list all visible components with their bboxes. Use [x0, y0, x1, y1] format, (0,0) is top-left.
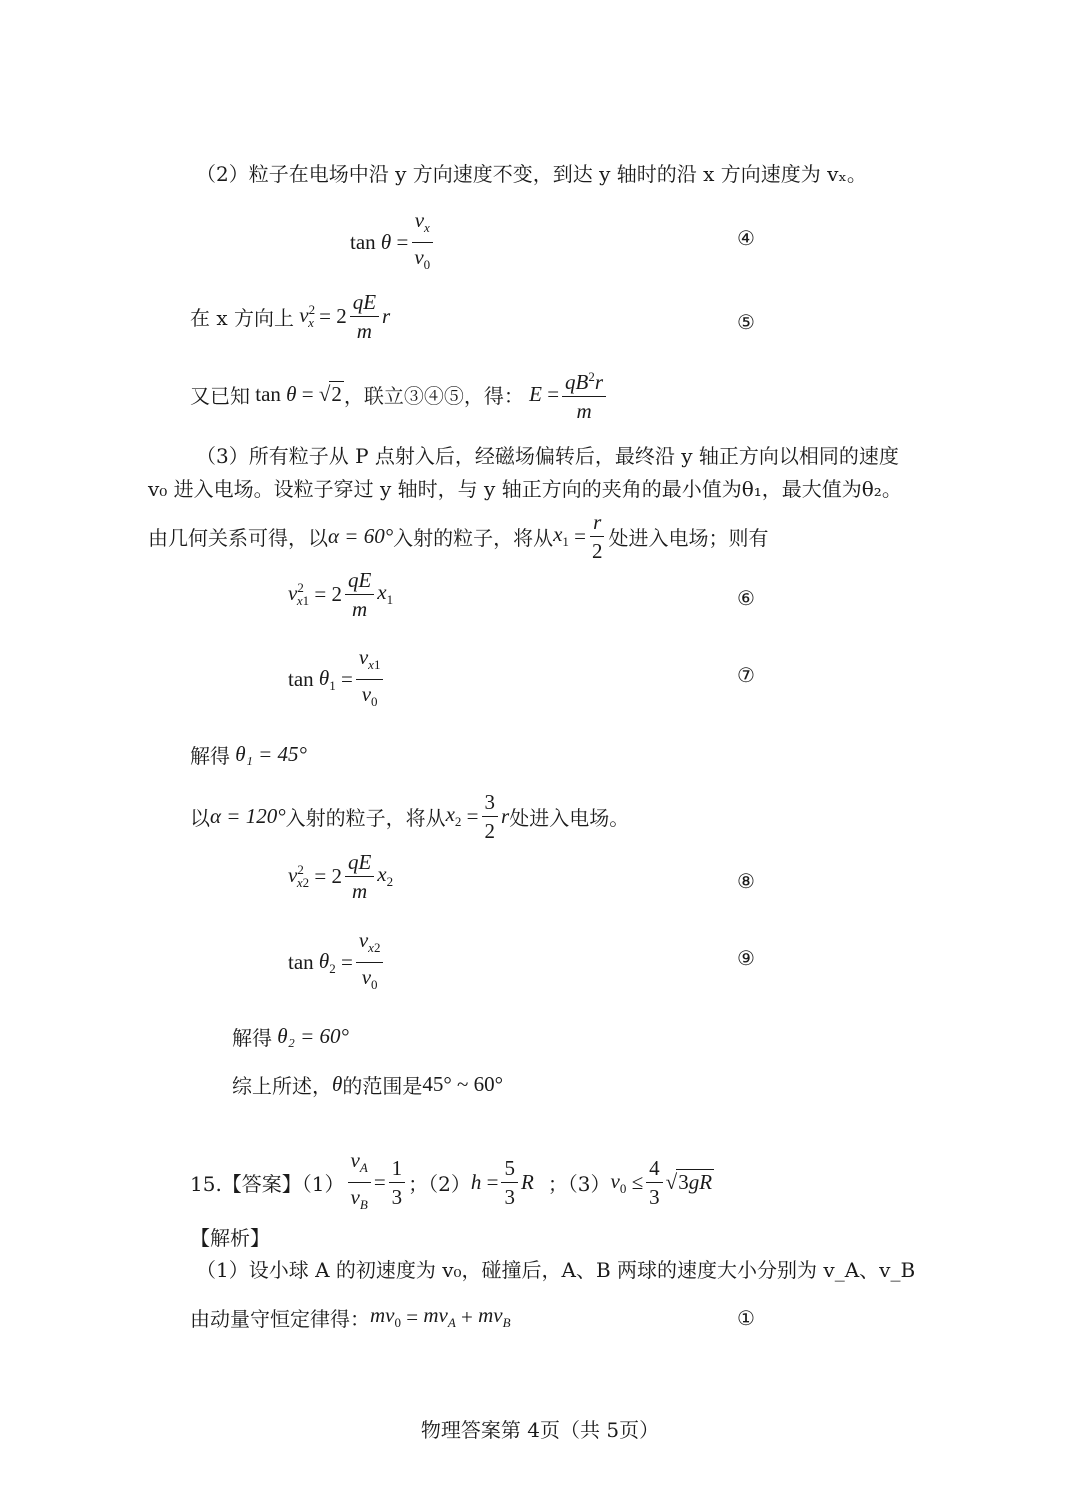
equation-4: tan θ = $\frac{v_x}{v_0}$	[350, 208, 436, 277]
marker-4: ④	[737, 226, 755, 250]
solve-theta1: 解得 θ₁ = 45°	[190, 742, 307, 768]
page-footer: 物理答案第 4页（共 5页）	[420, 1418, 660, 1442]
part3-line2: v₀ 进入电场。设粒子穿过 y 轴时，与 y 轴正方向的夹角的最小值为θ₁，最大值为θ₂。	[148, 477, 902, 501]
part3-line1: （3）所有粒子从 P 点射入后，经磁场偏转后，最终沿 y 轴正方向以相同的速度	[196, 444, 899, 468]
marker-5: ⑤	[737, 310, 755, 334]
equation-5: 在 x 方向上 $v^2_x$ = 2 $\frac{qE}{m}$ r	[190, 290, 391, 343]
summary-line: 综上所述， θ 的范围是 45° ~ 60°	[232, 1072, 503, 1098]
momentum-equation: 由动量守恒定律得： $mv_0$ = $mv_A$ + $mv_B$	[190, 1303, 511, 1331]
x-direction-label: 在 x 方向上	[190, 306, 294, 330]
marker-1: ①	[737, 1306, 755, 1330]
equation-9: tan $\theta_2$ = $\frac{v_{x2}}{v_0}$	[288, 928, 386, 997]
marker-8: ⑧	[737, 869, 755, 893]
geometry-line: 由几何关系可得，以 α = 60° 入射的粒子，将从 $x_1$ = $\frac{r}{2}$ 处进入电场；则有	[148, 510, 769, 563]
also-known-equation: 又已知 tan θ = √2 ，联立③④⑤，得： E = $\frac{qB^2r}{m}$	[190, 365, 609, 423]
equation-7: tan $\theta_1$ = $\frac{v_{x1}}{v_0}$	[288, 645, 386, 714]
marker-7: ⑦	[737, 663, 755, 687]
analysis-part1: （1）设小球 A 的初速度为 v₀，碰撞后，A、B 两球的速度大小分别为 v_A、v_B	[196, 1258, 916, 1282]
marker-6: ⑥	[737, 586, 755, 610]
solve-theta2: 解得 θ₂ = 60°	[232, 1024, 349, 1050]
equation-8: $v^2_{x2}$ = 2 $\frac{qE}{m}$ $x_2$	[288, 850, 394, 903]
q15-answer: 15.【答案】（1） $\frac{v_A}{v_B}$ = $\frac{1}{3}$ ；（2） h = $\frac{5}{3}$ R ；（3） $v_0$ ≤ $\frac{4}{3}$ √3gR	[190, 1148, 713, 1213]
alpha120-line: 以 α = 120° 入射的粒子，将从 $x_2$ = $\frac{3}{2}$ r 处进入电场。	[190, 790, 630, 843]
equation-6: $v^2_{x1}$ = 2 $\frac{qE}{m}$ $x_1$	[288, 568, 394, 621]
analysis-label: 【解析】	[190, 1226, 270, 1250]
part2-intro: （2）粒子在电场中沿 y 方向速度不变，到达 y 轴时的沿 x 方向速度为 vₓ。	[196, 162, 867, 186]
marker-9: ⑨	[737, 946, 755, 970]
